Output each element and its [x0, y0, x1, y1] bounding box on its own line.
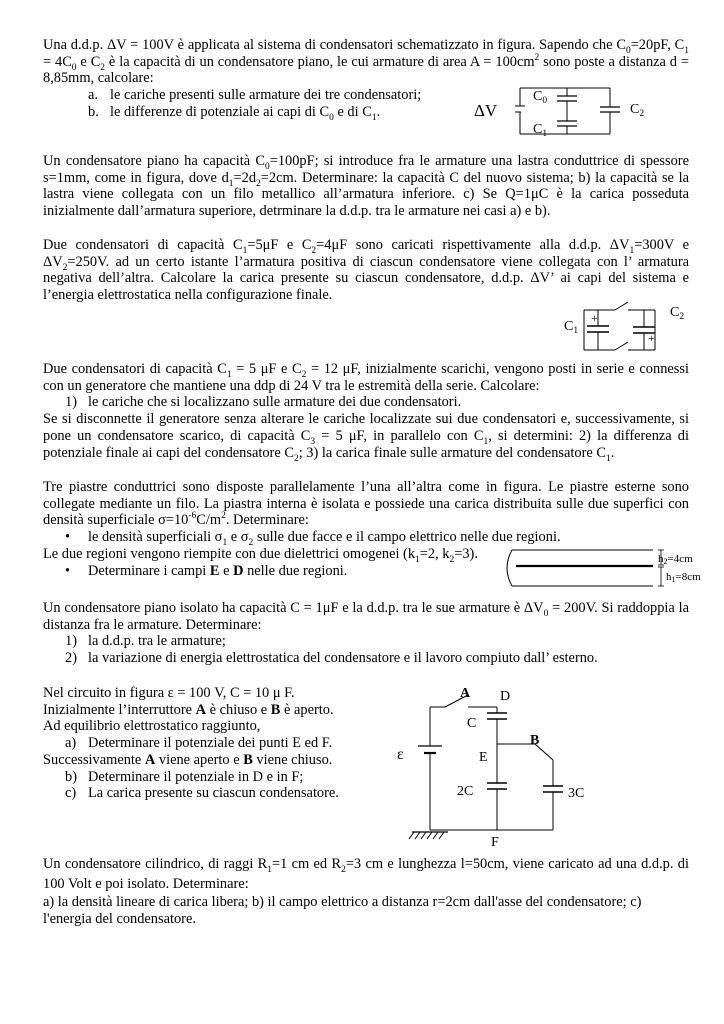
list-item: c) La carica presente su ciascun condensatore.: [65, 785, 339, 802]
capacitors-diagram-3: [560, 298, 700, 358]
problem-3-intro: Due condensatori di capacità $C_1=5\mu F$ e $C_2=4\mu F$ sono caricati rispettivamente alla d.d.p. $\Delta V_1=300V$ e $\Delta V_2=250V$. ad un certo istante l’armatura positiva di ciascun condensatore viene collegata con l’ armatura negativa dell’altra. Calcolare la carica presente su ciascun condensatore, d.d.p. ΔV’ ai capi del sistema e l’energia elettrostatica nella configurazione finale.: [43, 237, 689, 304]
h1-label: h1=8cm: [666, 571, 701, 584]
problem-4-list: [43, 394, 689, 411]
plates-diagram-5: [498, 546, 718, 592]
node-f-label: F: [491, 835, 499, 850]
list-item: b) Determinare il potenziale in D e in F;: [65, 768, 304, 785]
switch-a-label: A: [460, 686, 471, 701]
node-e-label: E: [479, 750, 488, 765]
list-item: b. le differenze di potenziale ai capi di $C_0$ e di $C_1$.: [88, 103, 381, 123]
c1-label: $C_1$: [564, 319, 579, 336]
list-item: 2) la variazione di energia elettrostatica del condensatore e il lavoro compiuto dall’ esterno.: [65, 650, 598, 667]
h2-label: h2=4cm: [658, 553, 693, 566]
list-item: a) Determinare il potenziale dei punti E ed F.: [65, 735, 333, 752]
list-item: 1) la d.d.p. tra le armature;: [65, 633, 226, 650]
emf-label: ε: [397, 746, 404, 763]
plus-sign-c2: +: [648, 331, 655, 345]
node-d-label: D: [500, 689, 511, 704]
text-line: Ad equilibrio elettrostatico raggiunto,: [43, 718, 261, 735]
dv-label: ΔV: [474, 101, 498, 120]
problem-5-intro: Tre piastre conduttrici sono disposte parallelamente l’una all’altra come in figura. Le piastre esterne sono collegate mediante un filo. La piastra interna è isolata e possiede una carica distribuita sulle due superfici con densità superficiale $\sigma=10^{-6}C/m^2$. Determinare:: [43, 479, 689, 529]
list-item: • le densità superficiali $\sigma_1$ e $\sigma_2$ sulle due facce e il campo elettrico nelle due regioni.: [65, 529, 561, 548]
problem-2-intro: Un condensatore piano ha capacità $C_0=100pF$; si introduce fra le armature una lastra conduttrice di spessore s=1mm, come in figura, dove $d_1=2d_2=2cm$. Determinare: la capacità C del nuovo sistema; b) la capacità se la lastra viene collegata con un filo metallico all’armatura inferiore. c) Se Q=1μC è la carica posseduta inizialmente dall’armatura superiore, detrminare la d.d.p. tra le armature nei casi a) e b).: [43, 153, 689, 220]
2c-label: 2C: [457, 784, 474, 799]
problem-4-intro: Due condensatori di capacità $C_1 = 5$ μF e $C_2 = 12$ μF, inizialmente scarichi, vengono posti in serie e connessi con un generatore che mantiene una ddp di 24 V tra le estremità della serie. Calcolare:: [43, 361, 689, 394]
list-item: a. le cariche presenti sulle armature dei tre condensatori;: [88, 87, 422, 104]
problem-8-outro: a) la densità lineare di carica libera; b) il campo elettrico a distanza r=2cm dall'asse del condensatore; c) l'energia del condensatore.: [43, 894, 642, 927]
problem-8-intro: Un condensatore cilindrico, di raggi $R_1=1$ cm ed $R_2=3$ cm e lunghezza l=50cm, viene caricato ad una d.d.p. di 100 Volt e poi isolato. Determinare:: [43, 856, 689, 892]
problem-3: [43, 237, 689, 304]
problem-6-list: [43, 633, 689, 666]
text-line: Nel circuito in figura ε = 100 V, C = 10 μ F.: [43, 685, 295, 701]
problem-4-outro: Se si disconnette il generatore senza alterare le cariche localizzate sui due condensatori e, successivamente, si pone un condensatore scarico, di capacità $C_3 = 5$ μF, in parallelo con $C_1$, si determini: 2) la differenza di potenziale finale ai capi del condensatore $C_2$; 3) la carica finale sulle armature del condensatore $C_1$.: [43, 411, 689, 464]
problem-5-outro: Le due regioni vengono riempite con due dielettrici omogenei ($k_1=2$, $k_2=3$).: [43, 545, 478, 565]
text-line: Successivamente A viene aperto e B viene chiuso.: [43, 751, 333, 768]
c2-label: $C_2$: [630, 102, 645, 119]
problem-7: [43, 685, 383, 802]
problem-4: [43, 361, 689, 464]
problem-8: [43, 854, 689, 927]
problem-6-intro: Un condensatore piano isolato ha capacità C = 1μF e la d.d.p. tra le sue armature è $\Delta V_0 = 200V$. Si raddoppia la distanza fra le armature. Determinare:: [43, 600, 689, 633]
text-line: Inizialmente l’interruttore A è chiuso e B è aperto.: [43, 701, 334, 718]
switch-b-label: B: [530, 733, 540, 748]
circuit-diagram-7: [390, 684, 600, 850]
list-item: 1) le cariche che si localizzano sulle armature dei due condensatori.: [65, 394, 462, 411]
c2-label: $C_2$: [670, 305, 685, 322]
problem-7-list: [43, 735, 383, 752]
list-item: • Determinare i campi E e D nelle due regioni.: [65, 562, 348, 579]
plus-sign-c1: +: [591, 311, 598, 325]
c0-label: $C_0$: [533, 89, 548, 106]
problem-1-intro: Una d.d.p. ΔV = 100V è applicata al sistema di condensatori schematizzato in figura. Sapendo che $C_0=20pF$, $C_1 = 4C_0$ e $C_2$ è la capacità di un condensatore piano, le cui armature di area $A = 100cm^2$ sono poste a distanza d = 8,85mm, calcolare:: [43, 37, 689, 87]
problem-2: [43, 153, 689, 220]
problem-5-list: [43, 529, 689, 546]
3c-label: 3C: [568, 786, 585, 801]
c1-label: $C_1$: [533, 122, 548, 139]
problem-6: [43, 600, 689, 667]
circuit-diagram-1: [470, 84, 660, 150]
c-label: C: [467, 716, 477, 731]
problem-7-list-2: [43, 769, 383, 802]
